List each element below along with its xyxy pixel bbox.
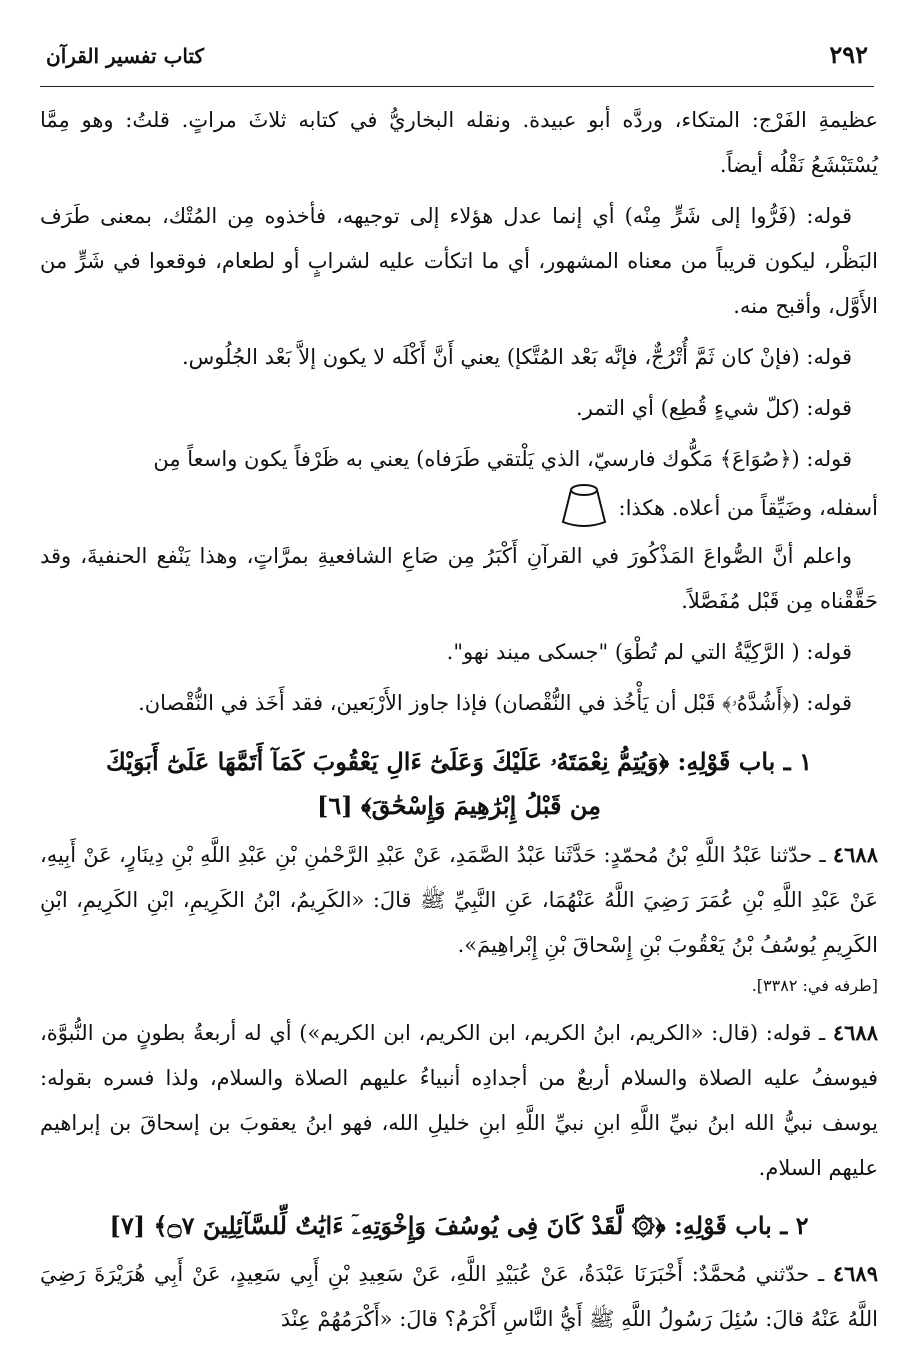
paragraph-5-end: أسفله، وضَيِّقاً من أعلاه. هكذا: [618, 495, 878, 520]
chapter-heading-2: ٢ ـ باب قَوْلِهِ: ﴿۞ لَّقَدْ كَانَ فِى يُوسُفَ وَإِخْوَتِهِۦٓ ءَايَٰتٌ لِّلسَّآئِلِينَ ۝٧﴾ [٧] [109, 1211, 809, 1240]
commentary-4688 [40, 1010, 878, 1191]
sa-vessel-icon [559, 482, 609, 534]
chapter-heading-1-wrap [40, 740, 878, 828]
book-title: كتاب تفسير القرآن [46, 44, 205, 68]
paragraph-7: قوله: ( الرَّكِيَّةُ التي لم تُطْوَ) "جسكى ميند نهو". [446, 640, 852, 664]
paragraph-2: قوله: (فَرُّوا إلى شَرٍّ مِنْه) أي إنما عدل هؤلاء إلى توجيهه، فأخذوه مِن المُتْك، بمعنى طَرَف البَظْر، ليكون قريباً من معناه المشهور، أي ما اتكأت عليه لشرابٍ أو لطعام، فوقعوا في شَرٍّ من الأَوَّل، وأقبح منه. [40, 204, 878, 318]
paragraph-4: قوله: (كلّ شيءٍ قُطِع) أي التمر. [576, 396, 852, 420]
paragraph-3: قوله: (فإنْ كان ثَمَّ أُتْرُجٌّ، فإنَّه بَعْد المُتَّكإ) يعني أَنَّ أَكْلَه لا يكون إلاَّ بَعْد الجُلُوس. [182, 345, 852, 369]
page-number: ٢٩٢ [829, 40, 868, 69]
paragraph-1: عظيمةِ الفَرْج: المتكاء، وردَّه أبو عبيدة. ونقله البخاريُّ في كتابه ثلاثَ مراتٍ. قلتُ: وهو مِمَّا يُسْتَبْشَعُ نَقْلُه أيضاً. [40, 108, 878, 177]
paragraph-5-continued [40, 482, 878, 534]
page-body [40, 98, 878, 1348]
commentary-text: ـ قوله: (قال: «الكريم، ابنُ الكريم، ابن الكريم، ابن الكريم») أي له أربعةُ بطونٍ من النُّبوَّة، فيوسفُ عليه الصلاة والسلام أربعٌ من أجدادِه أنبياءُ عليهم الصلاة والسلام، ولذا فسره بقوله: يوسف نبيُّ الله ابنُ نبيِّ اللَّهِ ابنِ نبيِّ اللَّهِ ابنِ خليلِ الله، فهو ابنُ يعقوبَ بن إسحاقَ بن إبراهيم عليهم السلام. [40, 1021, 878, 1180]
hadith-text: ـ حدّثني مُحمَّدٌ: أَخْبَرَنَا عَبْدَةُ، عَنْ عُبَيْدِ اللَّهِ، عَنْ سَعِيدِ بْنِ أَبِي سَعِيدٍ، عَنْ أَبِي هُرَيْرَةَ رَضِيَ اللَّهُ عَنْهُ قالَ: سُئِلَ رَسُولُ اللَّهِ ﷺ أَيُّ النَّاسِ أَكْرَمُ؟ قالَ: «أَكْرَمُهُمْ عِنْدَ [40, 1262, 878, 1331]
page-header [40, 28, 874, 87]
paragraph-5: قوله: (﴿صُوَاعَ﴾ مَكُّوك فارسيّ، الذي يَلْتقي طَرَفاه) يعني به ظَرْفاً يكون واسعاً مِن [153, 447, 852, 471]
chapter-heading-1: ١ ـ باب قَوْلِهِ: ﴿وَيُتِمُّ نِعْمَتَهُۥ عَلَيْكَ وَعَلَىٰٓ ءَالِ يَعْقُوبَ كَمَآ أَتَمَّهَا عَلَىٰٓ أَبَوَيْكَ مِن قَبْلُ إِبْرَٰهِيمَ وَإِسْحَٰقَ﴾ [٦] [106, 747, 812, 820]
hadith-4688 [40, 832, 878, 968]
paragraph-8: قوله: (﴿أَشُدَّهُۥ﴾ قَبْل أن يَأْخُذ في النُّقْصان) فإذا جاوز الأَرْبَعين، فقد أَخَذ في النُّقْصان. [138, 691, 852, 715]
hadith-4689 [40, 1251, 878, 1342]
cross-reference: [طرفه في: ٣٣٨٢]. [751, 976, 878, 995]
hadith-number: ٤٦٨٨ [832, 842, 878, 867]
paragraph-6: واعلم أنَّ الصُّواعَ المَذْكُورَ في القرآنِ أَكْبَرُ مِن صَاعِ الشافعيةِ بمرَّاتٍ، وهذا يَنْفع الحنفيةَ، وقد حَقَّقْناه مِن قَبْل مُفَصَّلاً. [40, 544, 878, 613]
commentary-number: ٤٦٨٨ [832, 1020, 878, 1045]
hadith-text: ـ حدّثنا عَبْدُ اللَّهِ بْنُ مُحمّدٍ: حَدَّثَنا عَبْدُ الصَّمَدِ، عَنْ عَبْدِ الرَّحْمٰنِ بْنِ عَبْدِ اللَّهِ بْنِ دِينَارٍ، عَنْ أَبِيهِ، عَنْ عَبْدِ اللَّهِ بْنِ عُمَرَ رَضِيَ اللَّهُ عَنْهُمَا، عَنِ النَّبِيِّ ﷺ قالَ: «الكَرِيمُ، ابْنُ الكَرِيمِ، ابْنِ الكَرِيمِ، ابْنِ الكَرِيمِ يُوسُفُ بْنُ يَعْقُوبَ بْنِ إِسْحاقَ بْنِ إِبْراهِيمَ». [40, 843, 878, 957]
hadith-number: ٤٦٨٩ [832, 1261, 878, 1286]
